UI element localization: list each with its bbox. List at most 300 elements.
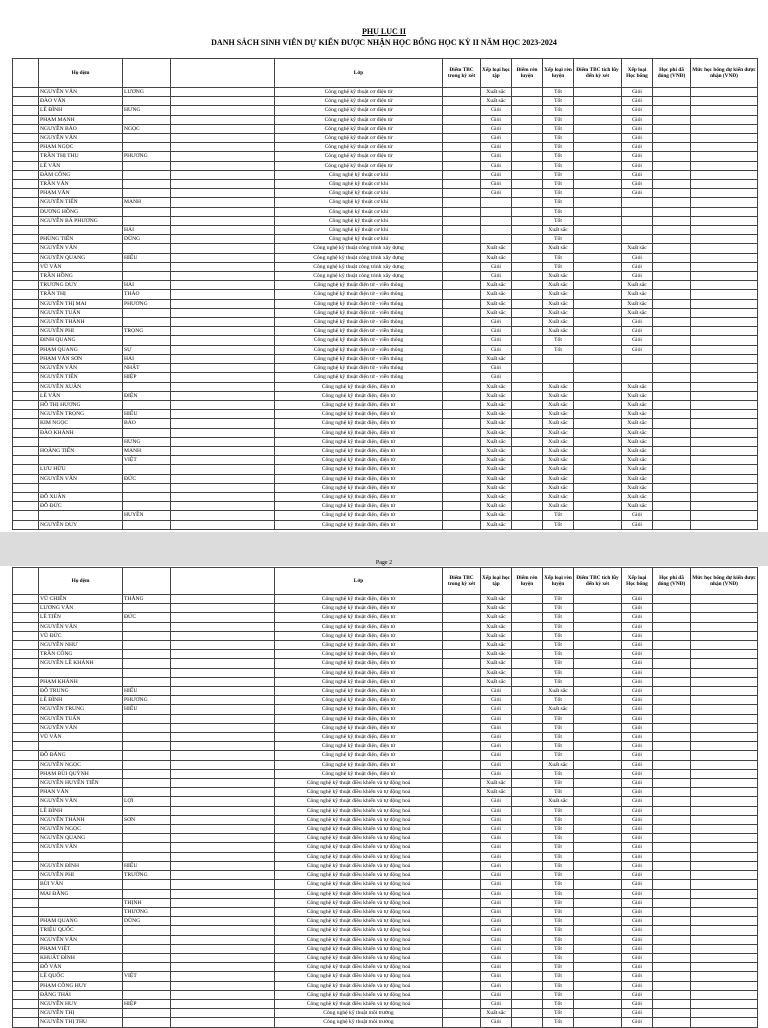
cell-muc-hoc-bong [691,825,758,834]
cell-hoc-phi [653,106,691,115]
header-diem-tbc-tich-luy: Điểm TBC tích lũy đến kỳ xét [574,568,622,595]
cell-ho-dem: PHAN VĂN [39,788,123,797]
cell-xep-loai-ren-luyen: Xuất sắc [543,465,574,474]
cell-muc-hoc-bong [691,668,758,677]
cell-ten [123,944,171,953]
cell-diem-tbc [443,152,481,161]
cell-lop: Công nghệ kỹ thuật điện, điện tử [275,410,443,419]
cell-diem-ren-luyen [512,815,543,824]
table-row [13,751,758,760]
cell-ho-dem [39,852,123,861]
table-row [13,696,758,705]
table-row [13,327,758,336]
cell-xep-loai-ren-luyen: Tốt [543,253,574,262]
cell-lop: Công nghệ kỹ thuật điện, điện tử [275,631,443,640]
cell-diem-tbc-tich-luy [574,981,622,990]
cell-muc-hoc-bong [691,861,758,870]
cell-muc-hoc-bong [691,492,758,501]
cell-xep-loai-hoc-tap: Giỏi [481,1018,512,1027]
cell-hoc-phi [653,354,691,363]
cell-hoc-phi [653,806,691,815]
table-row [13,1018,758,1027]
cell-diem-ren-luyen [512,134,543,143]
cell-xep-loai-hoc-tap: Xuất sắc [481,650,512,659]
cell-blank [171,226,275,235]
cell-blank [171,419,275,428]
header-ten [123,59,171,88]
cell-index [13,143,39,152]
cell-diem-tbc [443,115,481,124]
cell-diem-tbc-tich-luy [574,595,622,604]
cell-diem-tbc-tich-luy [574,88,622,97]
cell-ho-dem: NGUYỄN XUÂN [39,382,123,391]
cell-diem-ren-luyen [512,797,543,806]
table-body-page1 [13,88,758,530]
table-row [13,723,758,732]
cell-xep-loai-ren-luyen: Tốt [543,161,574,170]
cell-ho-dem: NGUYỄN VĂN [39,244,123,253]
cell-lop: Công nghệ kỹ thuật cơ điện tử [275,143,443,152]
cell-blank [171,1009,275,1018]
table-row [13,788,758,797]
cell-lop: Công nghệ kỹ thuật điện, điện tử [275,446,443,455]
cell-muc-hoc-bong [691,907,758,916]
cell-xep-loai-hoc-tap: Giỏi [481,180,512,189]
cell-hoc-phi [653,373,691,382]
cell-ho-dem: VŨ ĐỨC [39,631,123,640]
cell-lop: Công nghệ kỹ thuật điều khiển và tự động hoá [275,944,443,953]
cell-ho-dem: NGUYỄN VĂN [39,134,123,143]
table-row [13,170,758,179]
cell-diem-ren-luyen [512,972,543,981]
cell-ten [123,483,171,492]
cell-index [13,797,39,806]
cell-blank [171,428,275,437]
cell-diem-tbc-tich-luy [574,797,622,806]
cell-lop: Công nghệ kỹ thuật điện tử - viễn thông [275,318,443,327]
table-row [13,502,758,511]
cell-xep-loai-ren-luyen: Xuất sắc [543,502,574,511]
cell-xep-loai-hoc-tap: Xuất sắc [481,446,512,455]
cell-diem-ren-luyen [512,990,543,999]
cell-xep-loai-hoc-tap: Xuất sắc [481,474,512,483]
cell-xep-loai-ren-luyen [543,364,574,373]
cell-xep-loai-hoc-tap: Xuất sắc [481,382,512,391]
cell-ho-dem: TRẦN HỒNG [39,272,123,281]
cell-diem-tbc [443,926,481,935]
cell-ho-dem [39,483,123,492]
cell-index [13,714,39,723]
cell-diem-tbc [443,520,481,529]
table-row [13,760,758,769]
cell-index [13,880,39,889]
cell-xep-loai-hoc-tap: Giỏi [481,806,512,815]
header-xep-loai-hoc-tap: Xếp loại học tập [481,59,512,88]
cell-blank [171,134,275,143]
cell-hoc-phi [653,714,691,723]
cell-hoc-phi [653,650,691,659]
cell-hoc-phi [653,400,691,409]
cell-index [13,502,39,511]
cell-blank [171,815,275,824]
cell-muc-hoc-bong [691,207,758,216]
cell-ho-dem: NGUYỄN HUYỀN TIẾN [39,779,123,788]
cell-xep-loai-hoc-bong: Giỏi [622,650,653,659]
cell-diem-tbc [443,364,481,373]
cell-hoc-phi [653,336,691,345]
table-row [13,161,758,170]
cell-diem-tbc [443,668,481,677]
cell-diem-tbc [443,834,481,843]
cell-diem-tbc-tich-luy [574,492,622,501]
cell-xep-loai-ren-luyen: Tốt [543,769,574,778]
cell-diem-tbc [443,437,481,446]
cell-xep-loai-ren-luyen: Tốt [543,871,574,880]
cell-diem-ren-luyen [512,622,543,631]
cell-xep-loai-hoc-bong: Giỏi [622,834,653,843]
cell-diem-tbc-tich-luy [574,364,622,373]
cell-lop: Công nghệ kỹ thuật cơ điện tử [275,134,443,143]
cell-ten: HIỆP [123,373,171,382]
cell-ho-dem: VŨ VĂN [39,262,123,271]
cell-xep-loai-hoc-bong: Xuất sắc [622,465,653,474]
cell-xep-loai-hoc-tap: Xuất sắc [481,641,512,650]
cell-xep-loai-hoc-tap: Giỏi [481,861,512,870]
cell-index [13,327,39,336]
cell-muc-hoc-bong [691,604,758,613]
cell-xep-loai-ren-luyen: Tốt [543,861,574,870]
cell-index [13,760,39,769]
cell-hoc-phi [653,981,691,990]
cell-ho-dem: LÊ VĂN [39,391,123,400]
document-title-line1: PHỤ LỤC II [361,27,406,36]
cell-index [13,511,39,520]
cell-ho-dem: TRƯƠNG DUY [39,281,123,290]
cell-xep-loai-hoc-tap: Giỏi [481,170,512,179]
cell-diem-tbc [443,400,481,409]
cell-muc-hoc-bong [691,723,758,732]
cell-ten [123,742,171,751]
cell-hoc-phi [653,880,691,889]
cell-diem-ren-luyen [512,318,543,327]
cell-xep-loai-hoc-tap: Giỏi [481,106,512,115]
cell-xep-loai-ren-luyen: Xuất sắc [543,244,574,253]
cell-ten: HUYỀN [123,511,171,520]
cell-diem-ren-luyen [512,428,543,437]
table-header-row [13,59,758,88]
cell-muc-hoc-bong [691,520,758,529]
table-row [13,953,758,962]
cell-xep-loai-hoc-tap: Xuất sắc [481,1009,512,1018]
cell-diem-tbc-tich-luy [574,465,622,474]
cell-index [13,641,39,650]
cell-hoc-phi [653,696,691,705]
cell-xep-loai-hoc-tap: Giỏi [481,161,512,170]
cell-xep-loai-ren-luyen: Tốt [543,170,574,179]
cell-xep-loai-hoc-bong: Xuất sắc [622,428,653,437]
cell-diem-tbc-tich-luy [574,917,622,926]
cell-hoc-phi [653,677,691,686]
cell-diem-ren-luyen [512,677,543,686]
cell-xep-loai-ren-luyen: Tốt [543,511,574,520]
cell-xep-loai-hoc-bong: Giỏi [622,696,653,705]
cell-xep-loai-hoc-tap: Xuất sắc [481,88,512,97]
cell-xep-loai-hoc-bong: Giỏi [622,852,653,861]
cell-xep-loai-hoc-bong: Giỏi [622,917,653,926]
cell-ho-dem: NGUYỄN PHI [39,327,123,336]
cell-diem-tbc [443,677,481,686]
cell-xep-loai-ren-luyen: Tốt [543,723,574,732]
cell-diem-tbc-tich-luy [574,641,622,650]
cell-diem-ren-luyen [512,631,543,640]
cell-ho-dem: PHẠM BÙI QUỲNH [39,769,123,778]
cell-xep-loai-ren-luyen: Tốt [543,134,574,143]
cell-xep-loai-hoc-tap [481,216,512,225]
cell-ten [123,650,171,659]
cell-xep-loai-hoc-tap: Giỏi [481,852,512,861]
cell-diem-tbc-tich-luy [574,714,622,723]
cell-xep-loai-hoc-bong [622,354,653,363]
cell-lop: Công nghệ kỹ thuật điều khiển và tự động hoá [275,852,443,861]
cell-ho-dem: NGUYỄN QUANG [39,253,123,262]
cell-hoc-phi [653,465,691,474]
cell-lop: Công nghệ kỹ thuật điện tử - viễn thông [275,290,443,299]
cell-muc-hoc-bong [691,613,758,622]
cell-lop: Công nghệ kỹ thuật điều khiển và tự động hoá [275,907,443,916]
table-row [13,97,758,106]
cell-xep-loai-hoc-tap: Giỏi [481,364,512,373]
header-ho-dem: Họ đệm [39,59,123,88]
cell-diem-tbc-tich-luy [574,788,622,797]
cell-diem-tbc-tich-luy [574,604,622,613]
cell-blank [171,520,275,529]
cell-ho-dem: NGUYỄN ĐÌNH [39,861,123,870]
cell-xep-loai-hoc-tap: Giỏi [481,345,512,354]
table-row [13,152,758,161]
cell-xep-loai-ren-luyen: Tốt [543,880,574,889]
cell-xep-loai-ren-luyen: Tốt [543,926,574,935]
cell-ten [123,170,171,179]
cell-lop: Công nghệ kỹ thuật điều khiển và tự động hoá [275,935,443,944]
cell-diem-tbc [443,779,481,788]
table-row [13,474,758,483]
cell-hoc-phi [653,613,691,622]
page-label: Page 2 [375,560,393,566]
cell-muc-hoc-bong [691,779,758,788]
cell-diem-ren-luyen [512,419,543,428]
cell-index [13,364,39,373]
cell-index [13,97,39,106]
cell-ho-dem: PHẠM VĂN SƠN [39,354,123,363]
cell-xep-loai-hoc-bong: Giỏi [622,889,653,898]
table-row [13,834,758,843]
cell-xep-loai-ren-luyen: Tốt [543,1018,574,1027]
cell-blank [171,733,275,742]
cell-lop: Công nghệ kỹ thuật điện, điện tử [275,465,443,474]
cell-ten: HIẾU [123,253,171,262]
cell-xep-loai-hoc-tap: Giỏi [481,999,512,1008]
table-row [13,492,758,501]
cell-diem-tbc-tich-luy [574,944,622,953]
cell-xep-loai-ren-luyen: Tốt [543,843,574,852]
cell-xep-loai-hoc-bong: Giỏi [622,843,653,852]
cell-index [13,152,39,161]
header-ten [123,568,171,595]
cell-hoc-phi [653,364,691,373]
header-lop: Lớp [275,59,443,88]
cell-lop: Công nghệ kỹ thuật điện tử - viễn thông [275,345,443,354]
cell-index [13,650,39,659]
cell-ten: HƯNG [123,106,171,115]
cell-index [13,410,39,419]
cell-xep-loai-hoc-bong: Giỏi [622,345,653,354]
cell-index [13,373,39,382]
cell-diem-tbc-tich-luy [574,1018,622,1027]
cell-diem-ren-luyen [512,262,543,271]
table-row [13,613,758,622]
cell-xep-loai-hoc-tap: Xuất sắc [481,97,512,106]
cell-blank [171,705,275,714]
cell-index [13,843,39,852]
cell-xep-loai-ren-luyen: Xuất sắc [543,797,574,806]
cell-blank [171,502,275,511]
cell-ten [123,751,171,760]
cell-xep-loai-hoc-bong [622,216,653,225]
cell-xep-loai-hoc-tap: Giỏi [481,189,512,198]
cell-blank [171,235,275,244]
cell-hoc-phi [653,788,691,797]
cell-xep-loai-hoc-bong: Giỏi [622,751,653,760]
cell-xep-loai-hoc-tap: Giỏi [481,843,512,852]
cell-xep-loai-hoc-tap: Giỏi [481,742,512,751]
cell-lop: Công nghệ kỹ thuật môi trường [275,1018,443,1027]
cell-xep-loai-hoc-bong: Xuất sắc [622,502,653,511]
cell-muc-hoc-bong [691,889,758,898]
cell-diem-ren-luyen [512,889,543,898]
cell-diem-tbc-tich-luy [574,613,622,622]
cell-lop: Công nghệ kỹ thuật điều khiển và tự động hoá [275,843,443,852]
cell-diem-ren-luyen [512,502,543,511]
cell-index [13,1009,39,1018]
cell-lop: Công nghệ kỹ thuật điện, điện tử [275,714,443,723]
cell-ho-dem [39,742,123,751]
cell-ho-dem: ĐẶNG THÁI [39,990,123,999]
cell-diem-ren-luyen [512,106,543,115]
cell-xep-loai-hoc-bong [622,235,653,244]
cell-blank [171,88,275,97]
cell-lop: Công nghệ kỹ thuật cơ khí [275,170,443,179]
cell-muc-hoc-bong [691,834,758,843]
cell-diem-tbc [443,189,481,198]
cell-xep-loai-ren-luyen: Tốt [543,788,574,797]
cell-ho-dem: LÊ VĂN [39,161,123,170]
cell-hoc-phi [653,97,691,106]
cell-blank [171,779,275,788]
cell-blank [171,272,275,281]
cell-blank [171,115,275,124]
cell-blank [171,861,275,870]
cell-ten: VIỆT [123,456,171,465]
cell-diem-tbc [443,446,481,455]
cell-diem-tbc [443,502,481,511]
cell-diem-tbc-tich-luy [574,622,622,631]
cell-blank [171,631,275,640]
cell-ho-dem: PHẠM KHÁNH [39,677,123,686]
cell-diem-tbc-tich-luy [574,631,622,640]
cell-blank [171,308,275,317]
cell-xep-loai-hoc-bong [622,207,653,216]
cell-muc-hoc-bong [691,262,758,271]
cell-ho-dem: NGUYỄN VĂN [39,797,123,806]
cell-blank [171,391,275,400]
cell-lop: Công nghệ kỹ thuật điện tử - viễn thông [275,354,443,363]
table-row [13,917,758,926]
cell-xep-loai-hoc-tap: Giỏi [481,981,512,990]
cell-ten: BẢO [123,419,171,428]
cell-lop: Công nghệ kỹ thuật điện, điện tử [275,613,443,622]
cell-ho-dem: KHUẤT ĐÌNH [39,953,123,962]
cell-xep-loai-hoc-bong: Giỏi [622,926,653,935]
cell-blank [171,97,275,106]
cell-index [13,198,39,207]
cell-lop: Công nghệ kỹ thuật điện tử - viễn thông [275,299,443,308]
cell-diem-tbc [443,907,481,916]
cell-xep-loai-hoc-tap: Giỏi [481,889,512,898]
table-row [13,641,758,650]
cell-diem-ren-luyen [512,161,543,170]
cell-xep-loai-ren-luyen: Tốt [543,650,574,659]
header-diem-tbc: Điểm TBC trong kỳ xét [443,568,481,595]
cell-lop: Công nghệ kỹ thuật điều khiển và tự động hoá [275,806,443,815]
cell-blank [171,834,275,843]
cell-xep-loai-hoc-tap: Giỏi [481,705,512,714]
cell-ten [123,622,171,631]
cell-ho-dem: PHẠM VĂN [39,189,123,198]
cell-blank [171,641,275,650]
cell-diem-tbc-tich-luy [574,990,622,999]
cell-blank [171,953,275,962]
cell-xep-loai-hoc-tap: Giỏi [481,935,512,944]
cell-blank [171,788,275,797]
cell-lop: Công nghệ kỹ thuật điện, điện tử [275,382,443,391]
cell-xep-loai-hoc-tap: Xuất sắc [481,631,512,640]
cell-xep-loai-ren-luyen: Xuất sắc [543,419,574,428]
cell-diem-ren-luyen [512,926,543,935]
cell-xep-loai-hoc-tap: Xuất sắc [481,492,512,501]
cell-ho-dem: NGUYỄN THÀNH [39,815,123,824]
cell-ho-dem: NGUYỄN LÊ KHÁNH [39,659,123,668]
cell-xep-loai-ren-luyen: Xuất sắc [543,446,574,455]
cell-ten: DŨNG [123,917,171,926]
table-row [13,677,758,686]
cell-diem-tbc [443,492,481,501]
cell-ho-dem: TRẦN THỊ [39,290,123,299]
cell-xep-loai-ren-luyen: Tốt [543,714,574,723]
cell-muc-hoc-bong [691,733,758,742]
cell-diem-tbc-tich-luy [574,705,622,714]
cell-lop: Công nghệ kỹ thuật điện, điện tử [275,437,443,446]
cell-index [13,659,39,668]
table-row [13,779,758,788]
cell-ho-dem: NGUYỄN VĂN [39,935,123,944]
cell-xep-loai-hoc-tap: Xuất sắc [481,253,512,262]
cell-hoc-phi [653,189,691,198]
cell-muc-hoc-bong [691,180,758,189]
cell-muc-hoc-bong [691,714,758,723]
cell-xep-loai-hoc-tap [481,198,512,207]
cell-hoc-phi [653,235,691,244]
cell-diem-tbc [443,613,481,622]
